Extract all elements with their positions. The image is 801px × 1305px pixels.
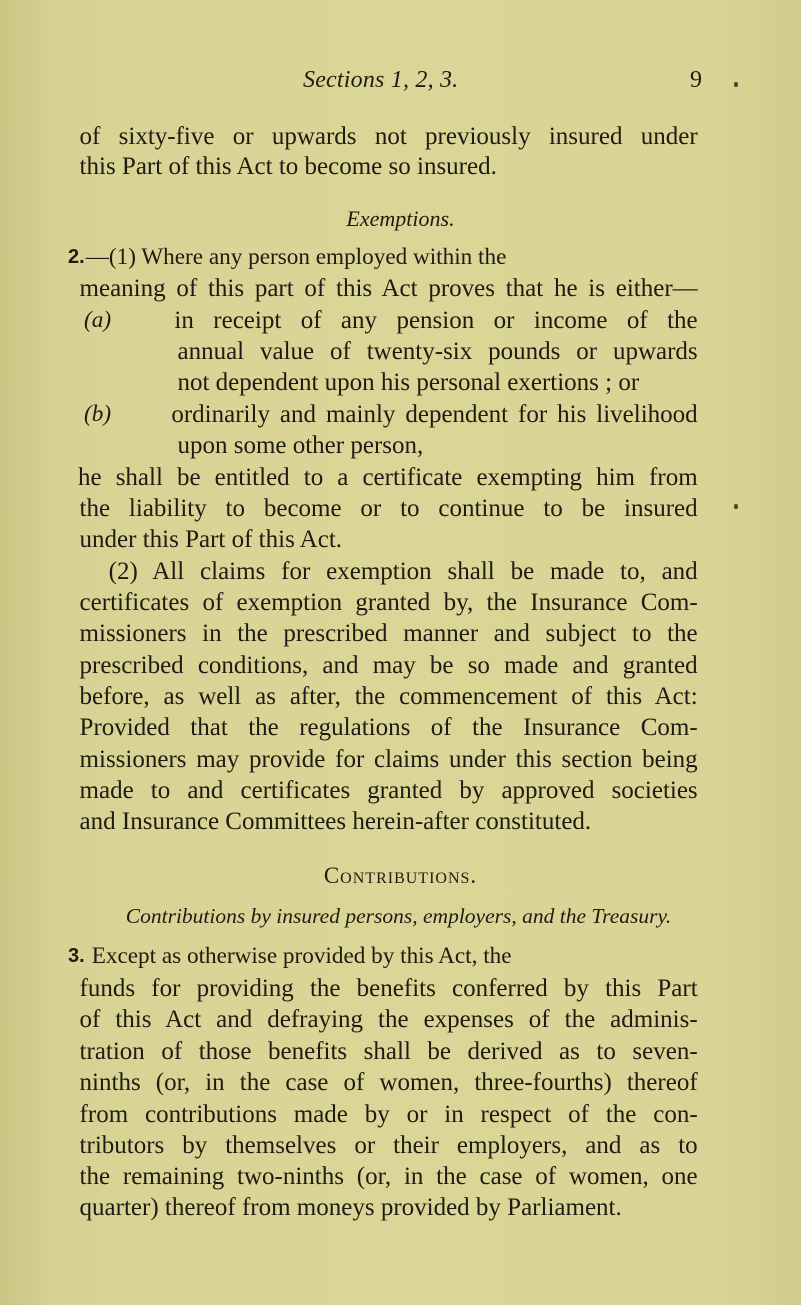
section-number: 2.: [68, 246, 85, 268]
item-b-line: ordinarily and mainly dependent for his livelihood: [171, 401, 698, 428]
continuation-line: this Part of this Act to become so insured.: [79, 153, 497, 180]
item-a-line: in receipt of any pension or income of the: [174, 307, 698, 334]
section-line: under this Part of this Act.: [79, 526, 343, 553]
section-line: the liability to become or to continue to be insured: [79, 495, 698, 522]
section-line: the remaining two-ninths (or, in the case of women, one: [79, 1163, 698, 1190]
section-3-first-line: [68, 941, 512, 972]
section-text: Except as otherwise provided by this Act, the: [91, 943, 512, 969]
speck-mark: [734, 82, 738, 87]
section-heading-exemptions: Exemptions.: [346, 206, 455, 231]
section-line: meaning of this part of this Act proves that he is either—: [79, 275, 698, 302]
section-line: of this Act and defraying the expenses of the adminis-: [79, 1006, 698, 1033]
subsection-2-line: and Insurance Committees herein-after constituted.: [79, 808, 592, 835]
item-b-label: (b): [84, 401, 112, 427]
section-line: funds for providing the benefits conferred by this Part: [79, 975, 698, 1002]
section-line: ninths (or, in the case of women, three-fourths) thereof: [79, 1069, 698, 1096]
section-line: from contributions made by or in respect of the con-: [79, 1101, 698, 1128]
section-subheading: Contributions by insured persons, employers, and the Treasury.: [125, 904, 672, 928]
section-line: tributors by themselves or their employers, and as to: [79, 1132, 698, 1159]
speck-mark: [734, 504, 738, 509]
item-a-line: not dependent upon his personal exertions ; or: [177, 369, 640, 396]
subsection-2-line: missioners may provide for claims under this section being: [79, 746, 698, 773]
section-2-first-line: [68, 242, 507, 273]
running-head-title: Sections 1, 2, 3.: [303, 67, 459, 93]
section-heading-contributions: Contributions.: [323, 863, 478, 888]
subsection-2-line: before, as well as after, the commencement of this Act:: [79, 683, 698, 710]
section-line: quarter) thereof from moneys provided by Parliament.: [79, 1194, 622, 1221]
section-line: he shall be entitled to a certificate exempting him from: [78, 464, 698, 491]
item-a-label: (a): [84, 307, 112, 333]
subsection-2-line: certificates of exemption granted by, the Insurance Com-: [79, 589, 698, 616]
subsection-2-line: prescribed conditions, and may be so made and granted: [79, 652, 698, 679]
section-number: 3.: [68, 945, 85, 967]
item-b-line: upon some other person,: [177, 432, 424, 459]
page-number: 9: [690, 67, 702, 93]
continuation-line: of sixty-five or upwards not previously insured under: [79, 123, 698, 150]
subsection-2-line: (2) All claims for exemption shall be made to, and: [108, 558, 698, 585]
subsection-2-line: Provided that the regulations of the Insurance Com-: [79, 714, 698, 741]
subsection-2-line: made to and certificates granted by approved societies: [79, 777, 698, 804]
item-a-line: annual value of twenty-six pounds or upwards: [177, 338, 698, 365]
subsection-2-line: missioners in the prescribed manner and subject to the: [79, 620, 698, 647]
section-text: —(1) Where any person employed within the: [85, 244, 507, 270]
section-line: tration of those benefits shall be derived as to seven-: [79, 1038, 698, 1065]
